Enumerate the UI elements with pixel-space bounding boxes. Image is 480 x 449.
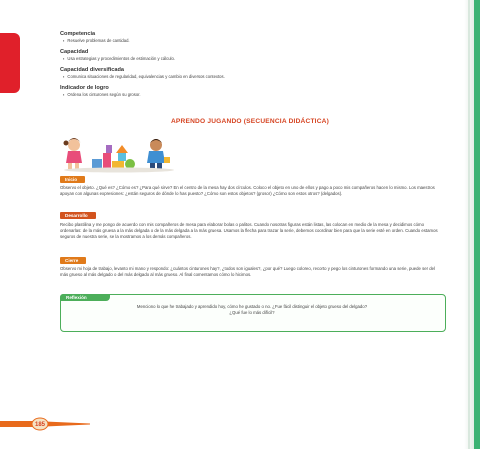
capacidad-item: ▪ Usa estrategias y procedimientos de estimación y cálculo. [63,56,440,62]
indicador-item: ▪ Ordena los cinturones según su grosor. [63,92,440,98]
header-section [60,30,440,98]
page-number: 185 [34,422,46,428]
competencia-item: ▪ Resuelve problemas de cantidad. [63,38,440,44]
girl-figure [64,138,83,169]
indicador-title: Indicador de logro [60,85,109,91]
reflexion-line-1: Menciono lo que he trabajado y aprendido hoy, cómo he gustado o no. ¿Fue fácil distinguir el objeto grueso del delgado? [136,304,368,309]
blocks-stack [92,145,135,169]
capacidad-title: Capacidad [60,49,89,55]
competencia-title: Competencia [60,31,96,37]
children-playing-illustration [60,131,178,173]
page-title: APRENDO JUGANDO (SECUENCIA DIDÁCTICA) [170,118,330,125]
inicio-label: Inicio [60,176,85,183]
desarrollo-text: Recibo plastilina y me pongo de acuerdo con mis compañeros de mesa para elaborar bolas o palitos. Cuando nosotras figuras están listas, las colocan en medio de la mesa y decidimos cómo ordenarlas: de la más gruesa a la más delgada o de la más delgada a la más gruesa. Usamos la flecha para trazar la serie, debemos coordinar bien para que la serie esté en orden. Cuando estamos seguros de nuestra serie, se la mostramos a los demás compañeros. [60,222,438,240]
inicio-text: Observo el objeto. ¿Qué es? ¿Cómo es? ¿Para qué sirve? En el centro de la mesa hay dos círculos. Coloco el objeto en uno de ellos y pago a poco mis compañeros hacen lo mismo. Los maestros apoyan con algunas expresiones: ¿están seguros de dónde lo has puesto? ¿Cómo son estos objetos? (grosor) ¿Cómo son estos otros? (delgados). [60,185,435,197]
reflexion-label: Reflexión [60,294,110,301]
cierre-text: Observo mi hoja de trabajo, levanto mi mano y respondo: ¿cuántos cinturones hay?, ¿todos son iguales?, ¿por qué? Luego coloreo, recorto y pego los cinturones formando una serie, puede ser del más grueso al más delgado o del más delgado al más grueso. Al final comentamos cómo lo hicimos. [60,266,436,278]
capacidad-diversificada-title: Capacidad diversificada [60,67,125,73]
reflexion-text [70,304,434,316]
reflexion-line-2: ¿Qué fue lo más difícil? [229,310,275,316]
page-edge-green-stripe [474,0,480,449]
red-page-tab [0,33,20,93]
desarrollo-label: Desarrollo [60,212,96,219]
pencil-icon [0,415,90,433]
page-edge-line [468,0,470,449]
cierre-label: Cierre [60,257,86,264]
boy-figure [147,139,170,169]
capacidad-diversificada-item: ▪ Comunica situaciones de regularidad, equivalencias y cambio en diversos contextos. [63,74,440,80]
